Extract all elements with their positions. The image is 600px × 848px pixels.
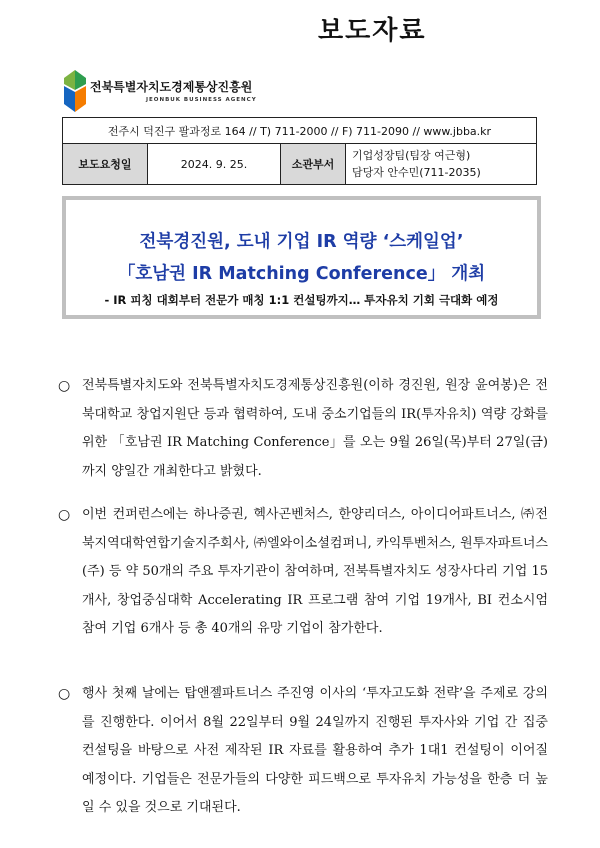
bullet-circle-icon: ○ (58, 378, 71, 394)
document-title: 보도자료 (318, 16, 427, 46)
agency-logo-icon (64, 70, 86, 112)
request-date-label: 보도요청일 (63, 144, 148, 185)
department-label: 소관부서 (281, 144, 346, 185)
body-paragraph-3 (58, 680, 548, 823)
body-paragraph-1 (58, 372, 548, 486)
headline-line-1: 전북경진원, 도내 기업 IR 역량 ‘스케일업’ (139, 232, 464, 252)
agency-name: 전북특별자치도경제통상진흥원 (90, 80, 253, 94)
body-paragraph-2 (58, 501, 548, 644)
subheadline: - IR 피칭 대회부터 전문가 매칭 1:1 컨설팅까지… 투자유치 기회 극대화 예정 (104, 293, 499, 307)
bullet-circle-icon: ○ (58, 507, 71, 523)
agency-logo (64, 70, 257, 120)
headline-line-2: 「호남권 IR Matching Conference」 개최 (117, 264, 486, 284)
paragraph-text: 행사 첫째 날에는 탑앤젤파트너스 주진영 이사의 ‘투자고도화 전략’을 주제로 강의를 진행한다. 이어서 8월 22일부터 9월 24일까지 진행된 투자사와 기업 간 집중 컨설팅을 바탕으로 사전 제작된 IR 자료를 활용하여 추가 1대1 컨설팅이 이어질 예정이다. 기업들은 전문가들의 다양한 피드백으로 투자유치 가능성을 한층 더 높일 수 있을 것으로 기대된다. (82, 686, 548, 815)
department-name: 기업성장팀(팀장 여근형) (352, 149, 471, 162)
press-info-table (62, 117, 537, 185)
contact-person: 담당자 안수민(711-2035) (352, 166, 481, 179)
request-date: 2024. 9. 25. (148, 144, 281, 185)
contact-address: 전주시 덕진구 팔과정로 164 // T) 711-2000 // F) 711-2090 // www.jbba.kr (63, 118, 537, 144)
paragraph-text: 이번 컨퍼런스에는 하나증권, 헥사곤벤처스, 한양리더스, 아이디어파트너스, ㈜전북지역대학연합기술지주회사, ㈜엘와이소셜컴퍼니, 카익투벤처스, 원투자파트너스(주) 등 약 50개의 주요 투자기관이 참여하며, 전북특별자치도 성장사다리 기업 15개사, 창업중심대학 Accelerating IR 프로그램 참여 기업 19개사, BI 컨소시엄 참여 기업 6개사 등 총 40개의 유망 기업이 참가한다. (82, 507, 548, 636)
bullet-circle-icon: ○ (58, 686, 71, 702)
headline-box (62, 196, 541, 319)
paragraph-text: 전북특별자치도와 전북특별자치도경제통상진흥원(이하 경진원, 원장 윤여봉)은 전북대학교 창업지원단 등과 협력하여, 도내 중소기업들의 IR(투자유치) 역량 강화를 위한 「호남권 IR Matching Conference」를 오는 9월 26일(목)부터 27일(금)까지 양일간 개최한다고 밝혔다. (82, 378, 548, 479)
department-contact (346, 144, 537, 185)
agency-name-english: JEONBUK BUSINESS AGENCY (146, 97, 257, 103)
